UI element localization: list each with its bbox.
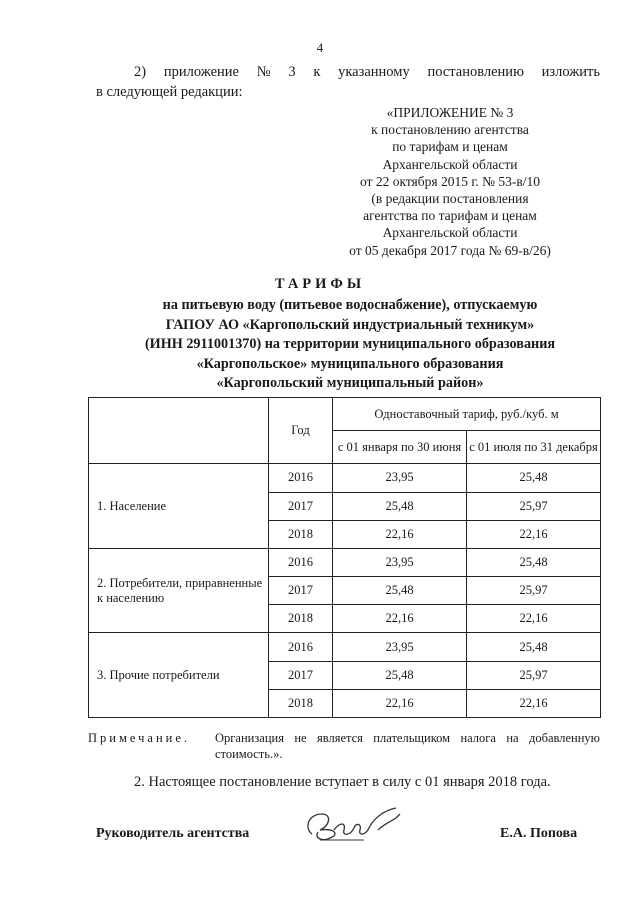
subtitle-line: ГАПОУ АО «Каргопольский индустриальный техникум» — [165, 316, 535, 333]
tariff-cell: 23,95 — [333, 633, 467, 661]
year-cell: 2018 — [269, 605, 333, 633]
tariff-cell: 25,48 — [333, 492, 467, 520]
effective-date-clause: 2. Настоящее постановление вступает в силу с 01 января 2018 года. — [134, 774, 551, 790]
page-number: 4 — [316, 40, 324, 55]
tariff-cell: 25,48 — [467, 464, 601, 492]
tariff-cell: 25,48 — [467, 633, 601, 661]
subtitle-line: на питьевую воду (питьевое водоснабжение), отпускаемую — [162, 297, 538, 313]
table-header-row — [89, 398, 601, 431]
intro-line-2: в следующей редакции: — [96, 84, 243, 100]
year-cell: 2017 — [269, 492, 333, 520]
category-header-cell — [89, 398, 269, 464]
tariff-cell: 22,16 — [467, 605, 601, 633]
tariff-header: Одноставочный тариф, руб./куб. м — [333, 398, 601, 431]
table-row — [89, 464, 601, 492]
handwritten-signature — [300, 800, 420, 850]
appendix-line: к постановлению агентства — [371, 122, 529, 138]
intro-word: к — [313, 64, 321, 80]
appendix-line: Архангельской области — [382, 225, 518, 241]
tariff-cell: 22,16 — [333, 689, 467, 717]
period-2-header: с 01 июля по 31 декабря — [467, 431, 601, 464]
category-cell: 1. Население — [89, 464, 269, 549]
intro-word: указанному — [338, 64, 410, 80]
period-1-header: с 01 января по 30 июня — [333, 431, 467, 464]
year-cell: 2016 — [269, 633, 333, 661]
appendix-line: агентства по тарифам и ценам — [363, 208, 537, 224]
year-cell: 2016 — [269, 548, 333, 576]
intro-word: изложить — [541, 64, 600, 80]
table-row — [89, 633, 601, 661]
year-header: Год — [269, 398, 333, 464]
document-subtitle — [100, 296, 600, 394]
year-cell: 2018 — [269, 520, 333, 548]
year-cell: 2018 — [269, 689, 333, 717]
intro-word: приложение — [163, 64, 239, 80]
category-cell: 3. Прочие потребители — [89, 633, 269, 718]
tariff-cell: 22,16 — [333, 605, 467, 633]
category-cell: 2. Потребители, приравненные к населению — [89, 548, 269, 633]
tariff-table — [88, 397, 601, 718]
appendix-line: (в редакции постановления — [371, 191, 529, 207]
intro-word: 2) — [134, 64, 147, 80]
tariff-cell: 22,16 — [467, 689, 601, 717]
tariff-cell: 23,95 — [333, 548, 467, 576]
intro-word: постановлению — [427, 64, 524, 80]
subtitle-line: (ИНН 2911001370) на территории муниципального образования — [144, 336, 556, 352]
subtitle-line: «Каргопольское» муниципального образования — [196, 355, 504, 372]
subtitle-line: «Каргопольский муниципальный район» — [216, 375, 484, 391]
appendix-line: по тарифам и ценам — [392, 139, 508, 155]
appendix-line: «ПРИЛОЖЕНИЕ № 3 — [386, 105, 514, 120]
appendix-block — [330, 104, 570, 259]
year-cell: 2017 — [269, 577, 333, 605]
intro-word: 3 — [288, 64, 296, 80]
tariff-cell: 25,97 — [467, 492, 601, 520]
note-text: Организация не является плательщиком налога на добавленную стоимость.». — [215, 731, 600, 761]
tariff-cell: 23,95 — [333, 464, 467, 492]
tariff-cell: 22,16 — [467, 520, 601, 548]
note-label: Примечание. — [88, 731, 191, 745]
intro-line — [96, 64, 600, 81]
tariff-cell: 22,16 — [333, 520, 467, 548]
tariff-cell: 25,48 — [333, 577, 467, 605]
intro-word: № — [256, 64, 271, 80]
signatory-name: Е.А. Попова — [500, 826, 578, 841]
tariff-cell: 25,97 — [467, 661, 601, 689]
appendix-line: от 05 декабря 2017 года № 69-в/26) — [349, 242, 551, 258]
tariff-cell: 25,48 — [333, 661, 467, 689]
year-cell: 2016 — [269, 464, 333, 492]
table-row — [89, 548, 601, 576]
year-cell: 2017 — [269, 661, 333, 689]
appendix-line: Архангельской области — [382, 156, 518, 172]
document-title: ТАРИФЫ — [274, 276, 366, 292]
tariff-cell: 25,97 — [467, 577, 601, 605]
tariff-cell: 25,48 — [467, 548, 601, 576]
signatory-position: Руководитель агентства — [96, 826, 250, 841]
appendix-line: от 22 октября 2015 г. № 53-в/10 — [359, 173, 540, 189]
